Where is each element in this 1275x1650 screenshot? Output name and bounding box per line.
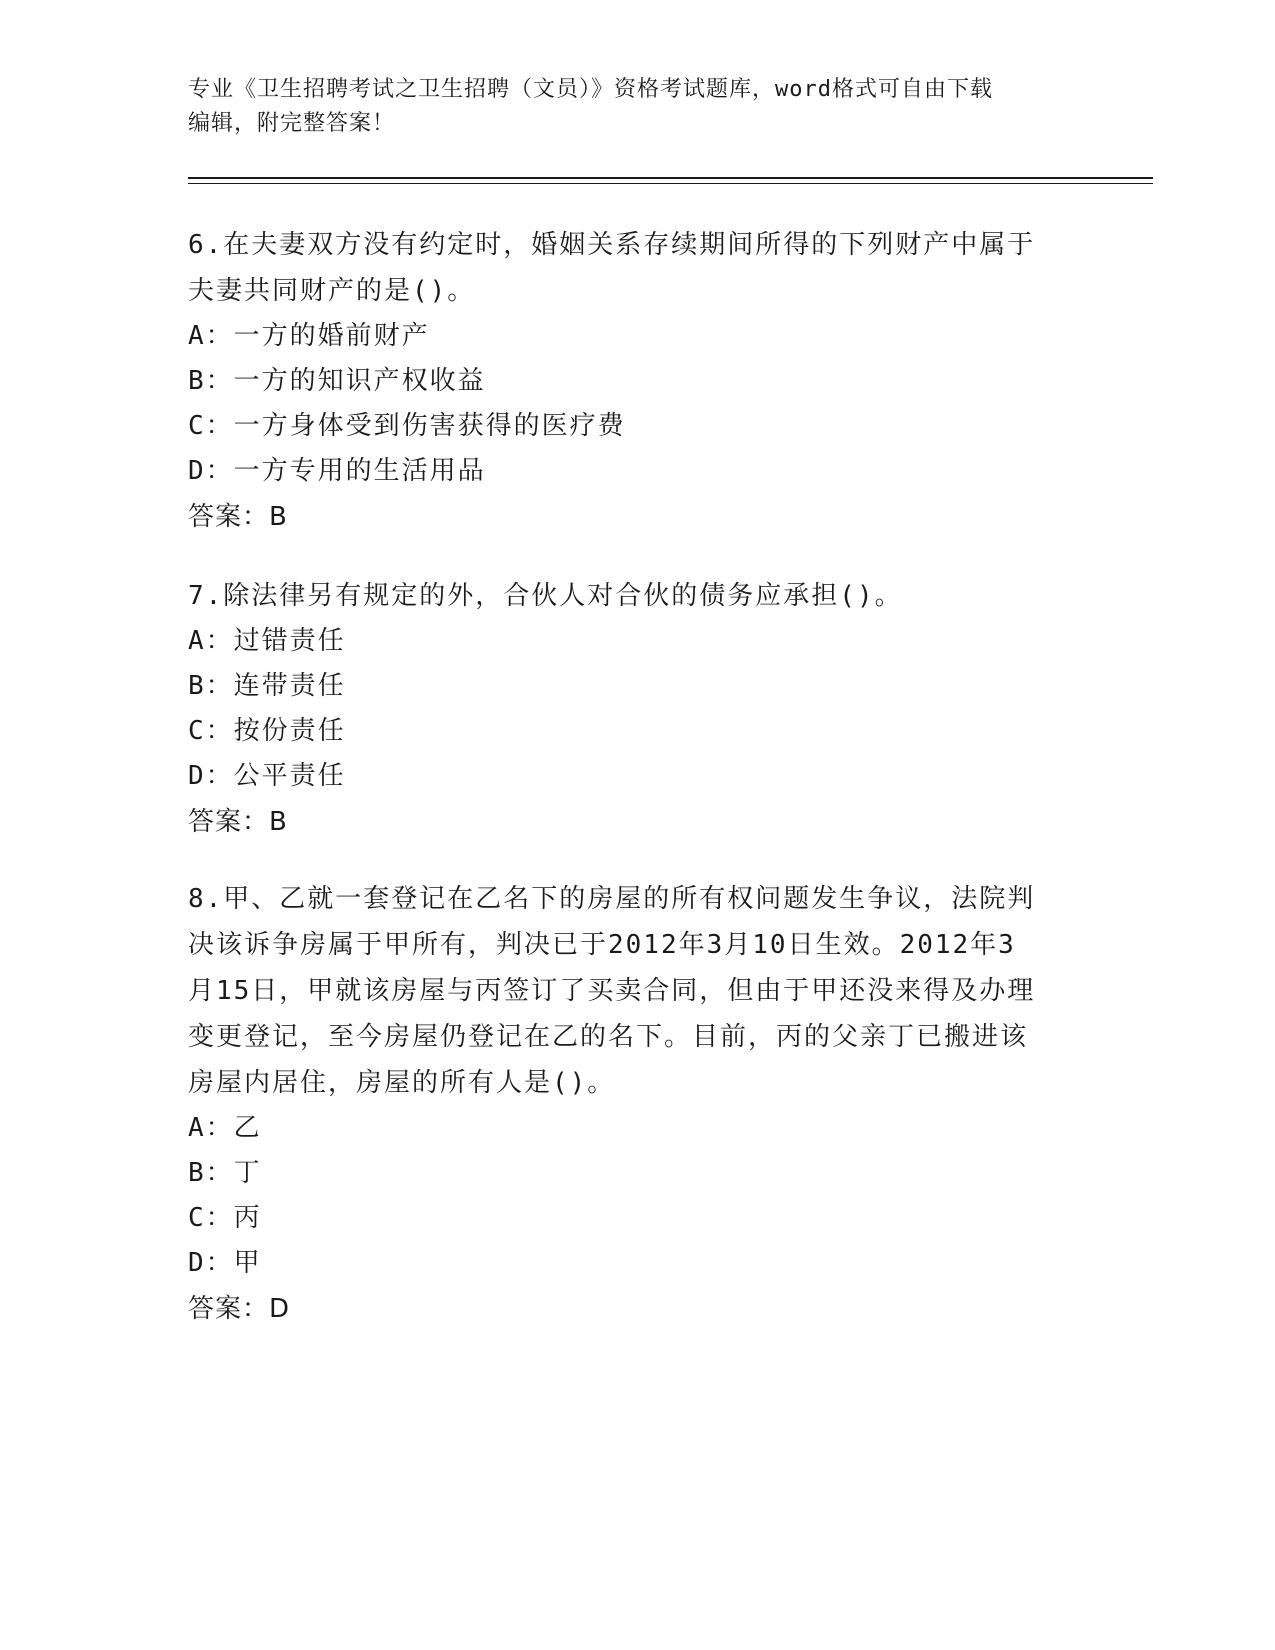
option-c: C：一方身体受到伤害获得的医疗费: [188, 411, 626, 441]
question-stem: 8.甲、乙就一套登记在乙名下的房屋的所有权问题发生争议，法院判 决该诉争房属于甲所有，判决已于2012年3月10日生效。2012年3 月15日，甲就该房屋与丙签订了买卖合同，但由于甲还没来得及办理 变更登记，至今房屋仍登记在乙的名下。目前，丙的父亲丁已搬进该 房屋内居住，房屋的所有人是()。: [188, 884, 1036, 1098]
document-header: 专业《卫生招聘考试之卫生招聘（文员）》资格考试题库，word格式可自由下载 编辑，附完整答案！: [188, 77, 993, 136]
option-a: A：一方的婚前财产: [188, 321, 430, 351]
option-c: C：按份责任: [188, 716, 346, 746]
answer-label: 答案：D: [188, 1294, 291, 1324]
option-c: C：丙: [188, 1203, 262, 1233]
question-7: [188, 573, 1088, 845]
option-d: D：甲: [188, 1248, 262, 1278]
question-stem: 6.在夫妻双方没有约定时，婚姻关系存续期间所得的下列财产中属于 夫妻共同财产的是()。: [188, 230, 1036, 306]
question-8: [188, 876, 1088, 1332]
option-a: A：乙: [188, 1113, 262, 1143]
question-6: [188, 222, 1088, 540]
answer-label: 答案：B: [188, 502, 288, 532]
header-divider-thick: [188, 177, 1153, 179]
header-divider-thin: [188, 183, 1153, 184]
option-b: B：连带责任: [188, 671, 346, 701]
option-a: A：过错责任: [188, 626, 346, 656]
option-d: D：公平责任: [188, 761, 346, 791]
option-b: B：丁: [188, 1158, 262, 1188]
answer-label: 答案：B: [188, 807, 288, 837]
question-stem: 7.除法律另有规定的外，合伙人对合伙的债务应承担()。: [188, 581, 903, 611]
option-b: B：一方的知识产权收益: [188, 366, 486, 396]
option-d: D：一方专用的生活用品: [188, 456, 486, 486]
